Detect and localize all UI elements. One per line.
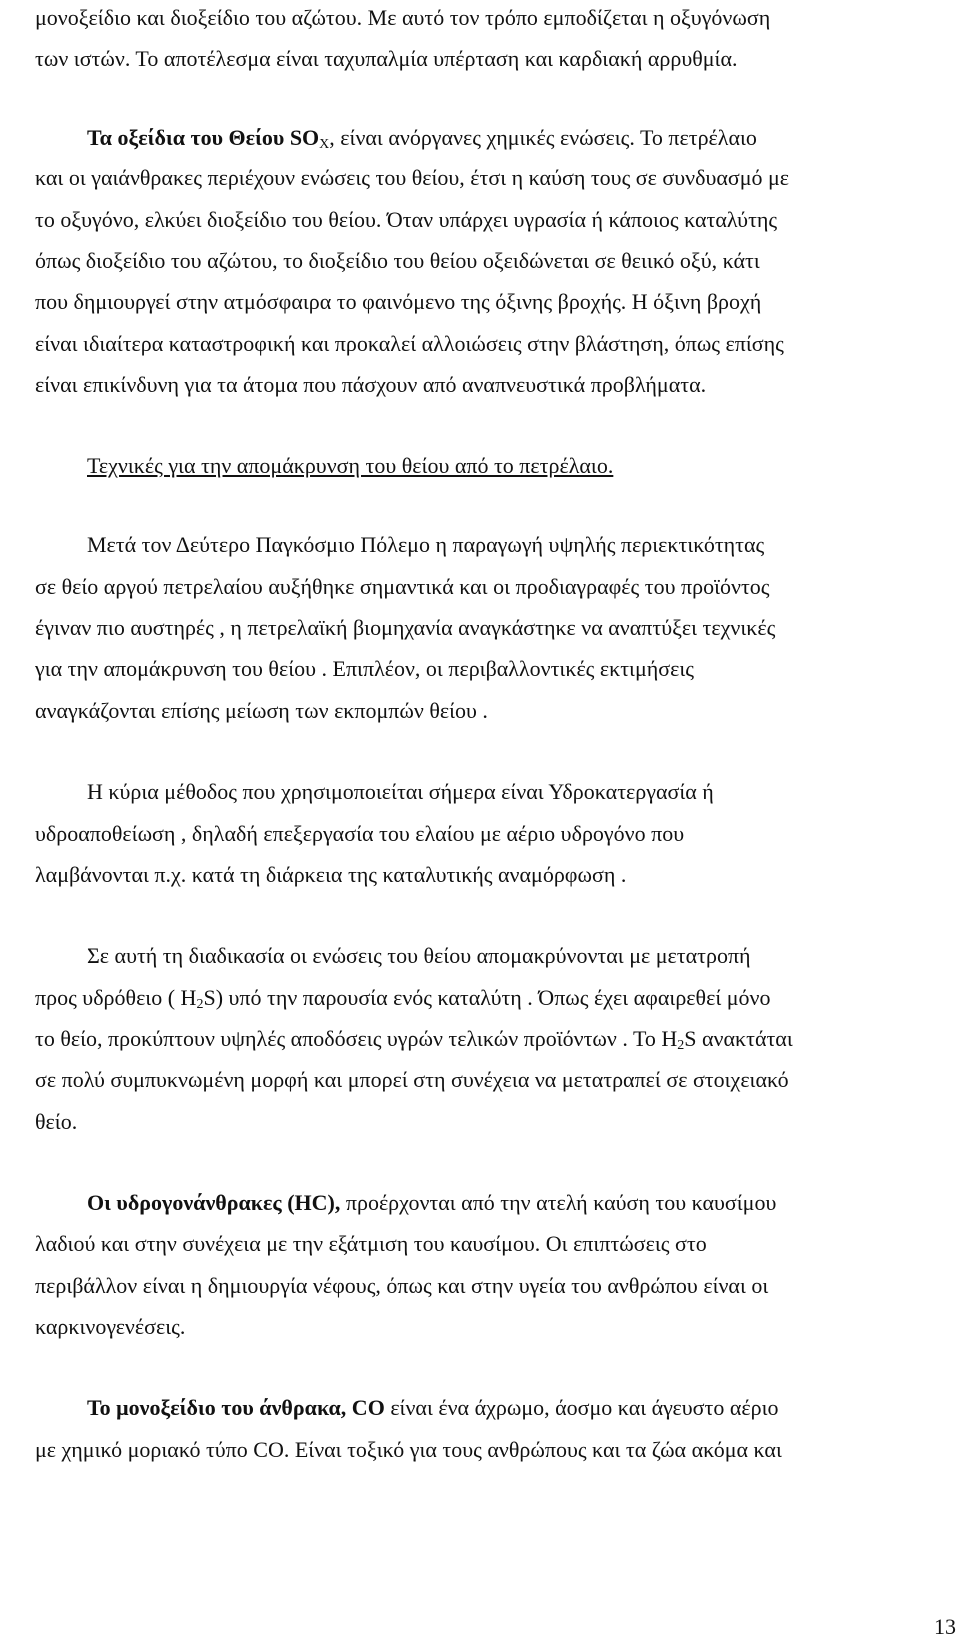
paragraph-line: Τα οξείδια του Θείου $SO_X$, είναι ανόργανες χημικές ενώσεις. Το πετρέλαιο (87, 125, 757, 152)
bold-term: Το μονοξείδιο του άνθρακα, CO (87, 1395, 385, 1420)
paragraph-line: μονοξείδιο και διοξείδιο του αζώτου. Με αυτό τον τρόπο εμποδίζεται η οξυγόνωση (35, 5, 771, 30)
bold-term: Οι υδρογονάνθρακες (HC), (87, 1190, 341, 1215)
page-number: 13 (934, 1614, 956, 1639)
paragraph-line: το οξυγόνο, ελκύει διοξείδιο του θείου. Όταν υπάρχει υγρασία ή κάποιος καταλύτης (35, 207, 778, 232)
subscript: X (319, 137, 330, 152)
paragraph-line: είναι επικίνδυνη για τα άτομα που πάσχουν από αναπνευστικά προβλήματα. (35, 372, 707, 397)
paragraph-line: θείο. (35, 1109, 78, 1134)
subscript: 2 (677, 1038, 685, 1053)
paragraph-line: των ιστών. Το αποτέλεσμα είναι ταχυπαλμία υπέρταση και καρδιακή αρρυθμία. (35, 46, 738, 71)
paragraph-line: υδροαποθείωση , δηλαδή επεξεργασία του ελαίου με αέριο υδρογόνο που (35, 821, 685, 846)
bold-term: Τα οξείδια του Θείου SO (87, 125, 320, 150)
paragraph-line: το θείο, προκύπτουν υψηλές αποδόσεις υγρών τελικών προϊόντων . Το $H_2S$ ανακτάται (35, 1026, 793, 1053)
paragraph-line: αναγκάζονται επίσης μείωση των εκπομπών θείου . (35, 698, 488, 723)
paragraph-line: καρκινογενέσεις. (35, 1314, 186, 1339)
paragraph-line: Το μονοξείδιο του άνθρακα, CO είναι ένα άχρωμο, άοσμο και άγευστο αέριο (87, 1395, 779, 1420)
paragraph-line: Οι υδρογονάνθρακες (HC), προέρχονται από την ατελή καύση του καυσίμου (87, 1190, 777, 1215)
paragraph-line: όπως διοξείδιο του αζώτου, το διοξείδιο του θείου οξειδώνεται σε θειικό οξύ, κάτι (35, 248, 760, 273)
paragraph-line: περιβάλλον είναι η δημιουργία νέφους, όπως και στην υγεία του ανθρώπου είναι οι (35, 1273, 769, 1298)
paragraph-line: Η κύρια μέθοδος που χρησιμοποιείται σήμερα είναι Υδροκατεργασία ή (87, 779, 714, 804)
paragraph-line: σε πολύ συμπυκνωμένη μορφή και μπορεί στη συνέχεια να μετατραπεί σε στοιχειακό (35, 1067, 789, 1092)
paragraph-line: λαδιού και στην συνέχεια με την εξάτμιση του καυσίμου. Οι επιπτώσεις στο (35, 1231, 707, 1256)
paragraph-line: προς υδρόθειο ( $H_2S$) υπό την παρουσία ενός καταλύτη . Όπως έχει αφαιρεθεί μόνο (35, 985, 771, 1012)
paragraph-line: λαμβάνονται π.χ. κατά τη διάρκεια της καταλυτικής αναμόρφωση . (35, 862, 627, 887)
paragraph-line: που δημιουργεί στην ατμόσφαιρα το φαινόμενο της όξινης βροχής. Η όξινη βροχή (35, 289, 762, 314)
paragraph-line: σε θείο αργού πετρελαίου αυξήθηκε σημαντικά και οι προδιαγραφές του προϊόντος (35, 574, 770, 599)
paragraph-line: Σε αυτή τη διαδικασία οι ενώσεις του θείου απομακρύνονται με μετατροπή (87, 943, 751, 968)
paragraph-line: για την απομάκρυνση του θείου . Επιπλέον, οι περιβαλλοντικές εκτιμήσεις (35, 656, 695, 681)
paragraph-line: είναι ιδιαίτερα καταστροφική και προκαλεί αλλοιώσεις στην βλάστηση, όπως επίσης (35, 331, 784, 356)
section-heading: Τεχνικές για την απομάκρυνση του θείου από το πετρέλαιο. (87, 453, 614, 478)
paragraph-line: και οι γαιάνθρακες περιέχουν ενώσεις του θείου, έτσι η καύση τους σε συνδυασμό με (35, 165, 790, 190)
paragraph-line: Μετά τον Δεύτερο Παγκόσμιο Πόλεμο η παραγωγή υψηλής περιεκτικότητας (87, 532, 765, 557)
paragraph-line: έγιναν πιο αυστηρές , η πετρελαϊκή βιομηχανία αναγκάστηκε να αναπτύξει τεχνικές (35, 615, 776, 640)
subscript: 2 (196, 997, 204, 1012)
paragraph-line: με χημικό μοριακό τύπο CO. Είναι τοξικό για τους ανθρώπους και τα ζώα ακόμα και (35, 1437, 782, 1462)
